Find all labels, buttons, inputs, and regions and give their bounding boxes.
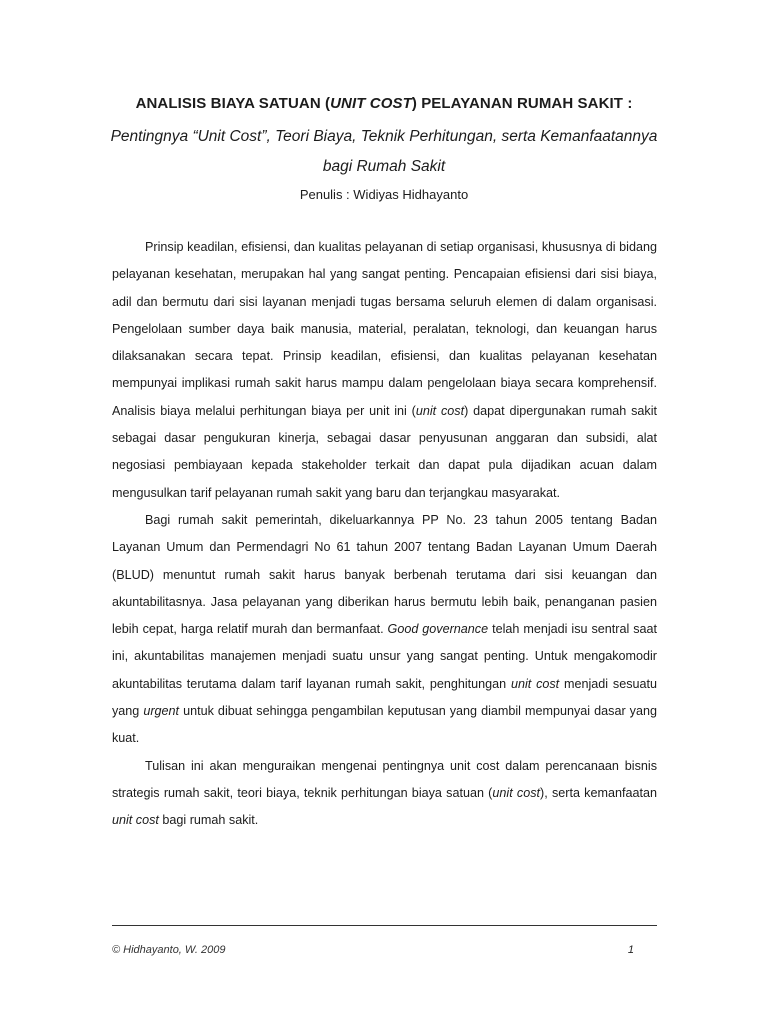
text-run: Prinsip keadilan, efisiensi, dan kualitas pelayanan di setiap organisasi, khususnya di bidang pelayanan kesehatan, merupakan hal yang sangat penting. Pencapaian efisiensi dari sisi biaya, adil dan bermutu dari sisi layanan menjadi tugas bersama seluruh elemen di dalam organisasi. Pengelolaan sumber daya baik manusia, material, peralatan, teknologi, dan keuangan harus dilaksanakan secara tepat. Prinsip keadilan, efisiensi, dan kualitas pelayanan kesehatan mempunyai implikasi rumah sakit harus mampu dalam pengelolaan biaya secara komprehensif. Analisis biaya melalui perhitungan biaya per unit ini (: [112, 240, 657, 418]
text-run: Bagi rumah sakit pemerintah, dikeluarkannya PP No. 23 tahun 2005 tentang Badan Layanan Umum dan Permendagri No 61 tahun 2007 tentang Badan Layanan Umum Daerah (BLUD) menuntut rumah sakit harus banyak berbenah terutama dari sisi keuangan dan akuntabilitasnya. Jasa pelayanan yang diberikan harus bermutu lebih baik, penanganan pasien lebih cepat, harga relatif murah dan bermanfaat.: [112, 512, 657, 637]
title-text-end: ) PELAYANAN RUMAH SAKIT :: [411, 95, 633, 112]
text-run: Tulisan ini akan menguraikan mengenai pentingnya unit cost dalam perencanaan bisnis strategis rumah sakit, teori biaya, teknik perhitungan biaya satuan (: [112, 758, 657, 800]
text-run: ), serta kemanfaatan: [540, 785, 657, 800]
italic-term: unit cost: [492, 785, 541, 800]
document-subtitle: Pentingnya “Unit Cost”, Teori Biaya, Teknik Perhitungan, serta Kemanfaatannya bagi Rumah Sakit: [110, 128, 658, 175]
title-text-start: ANALISIS BIAYA SATUAN (: [135, 95, 331, 112]
text-run: ) dapat dipergunakan rumah sakit sebagai dasar pengukuran kinerja, sebagai dasar penyusunan anggaran dan subsidi, alat negosiasi pembiayaan kepada stakeholder terkait dan dapat pula dijadikan acuan dalam mengusulkan tarif pelayanan rumah sakit yang baru dan terjangkau masyarakat.: [112, 403, 658, 500]
text-run: menjadi sesuatu yang: [112, 676, 658, 719]
footer-copyright: © Hidhayanto, W. 2009: [112, 944, 226, 956]
italic-term: Good governance: [387, 622, 489, 637]
text-run: bagi rumah sakit.: [158, 813, 259, 828]
document-title: [0, 95, 768, 112]
text-run: telah menjadi isu sentral saat ini, akuntabilitas manajemen menjadi suatu unsur yang sangat penting. Untuk mengakomodir akuntabilitas terutama dalam tarif layanan rumah sakit, penghitungan: [112, 622, 658, 691]
italic-term: urgent: [143, 704, 180, 719]
title-unit-cost: UNIT COST: [330, 95, 412, 112]
text-run: untuk dibuat sehingga pengambilan keputusan yang diambil mempunyai dasar yang kuat.: [112, 704, 657, 746]
italic-term: unit cost: [415, 403, 465, 418]
paragraph: [112, 234, 657, 507]
page-number: 1: [627, 944, 634, 956]
author-line: Penulis : Widiyas Hidhayanto: [299, 187, 469, 202]
footer-divider: [112, 925, 657, 926]
paragraph: [112, 507, 657, 753]
italic-term: unit cost: [112, 813, 159, 828]
italic-term: unit cost: [510, 676, 560, 691]
document-body: [112, 234, 657, 835]
paragraph: [112, 753, 657, 835]
